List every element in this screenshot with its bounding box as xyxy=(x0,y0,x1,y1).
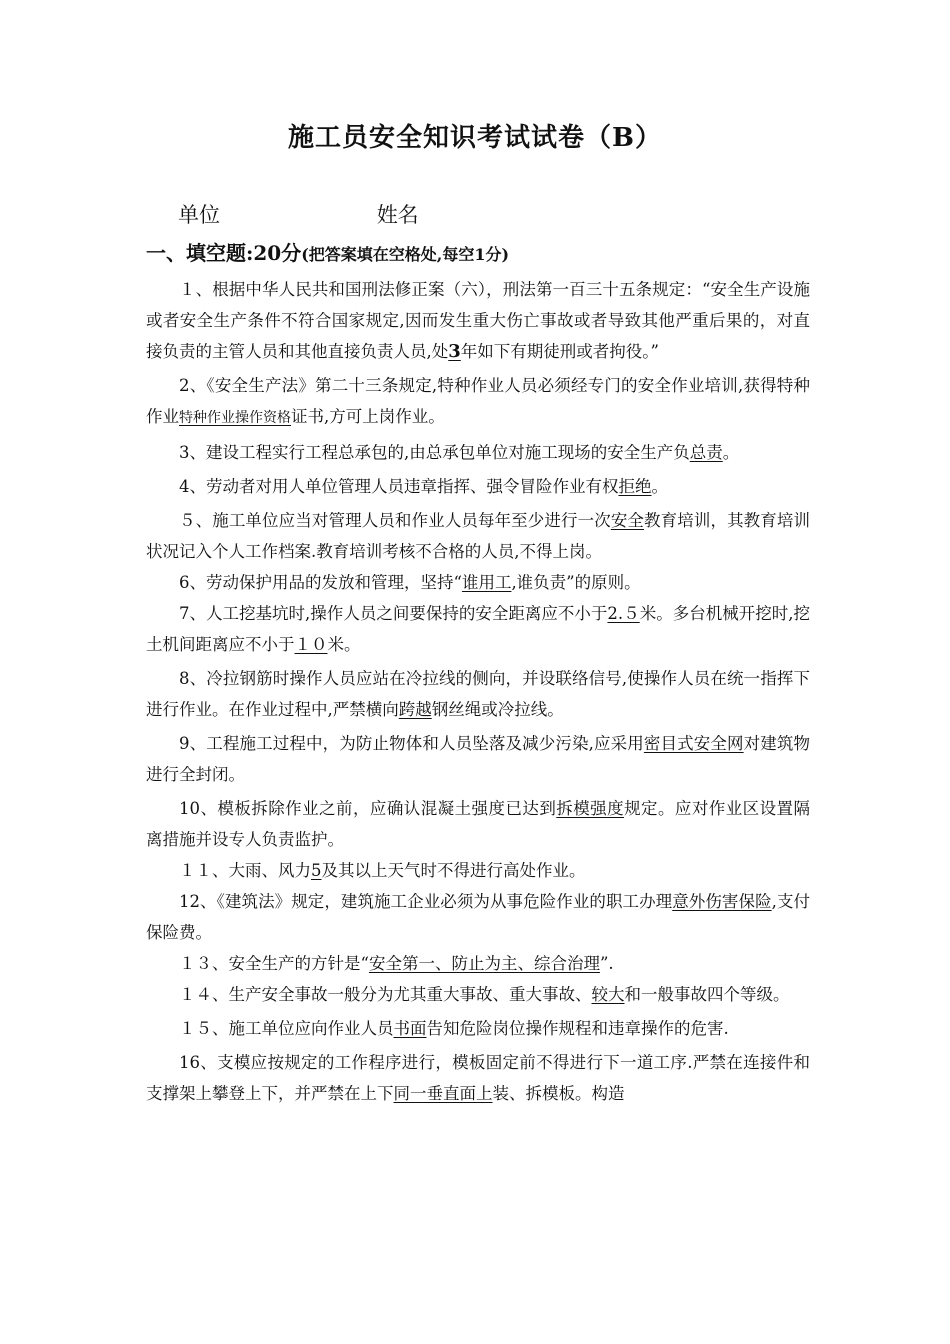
question-6: 6、劳动保护用品的发放和管理，坚持“谁用工,谁负责”的原则。 xyxy=(179,573,641,592)
question-list xyxy=(146,274,810,1109)
question-8: 8、冷拉钢筋时操作人员应站在冷拉线的侧向，并设联络信号,使操作人员在统一指挥下进行作业。在作业过程中,严禁横向跨越钢丝绳或冷拉线。 xyxy=(146,669,810,719)
answer-blank: 拒绝 xyxy=(618,477,652,496)
question-3: 3、建设工程实行工程总承包的,由总承包单位对施工现场的安全生产负总责。 xyxy=(179,443,740,462)
answer-blank: 谁用工 xyxy=(461,573,512,592)
answer-blank: 同一垂直面上 xyxy=(393,1084,493,1103)
answer-blank: 特种作业操作资格 xyxy=(179,410,291,426)
name-label: 姓名 xyxy=(376,203,419,227)
question-9: 9、工程施工过程中，为防止物体和人员坠落及减少污染,应采用密目式安全网对建筑物进行全封闭。 xyxy=(146,734,810,784)
answer-blank: 总责 xyxy=(689,443,723,462)
question-2: 2、《安全生产法》第二十三条规定,特种作业人员必须经专门的安全作业培训,获得特种作业特种作业操作资格证书,方可上岗作业。 xyxy=(146,376,810,426)
answer-blank-2: １０ xyxy=(294,635,328,654)
exam-title: 施工员安全知识考试试卷（B） xyxy=(288,123,662,153)
answer-blank: 较大 xyxy=(591,985,625,1004)
answer-blank: 3 xyxy=(448,341,461,362)
answer-blank: 安全 xyxy=(610,511,645,530)
question-5: ５、施工单位应当对管理人员和作业人员每年至少进行一次安全教育培训，其教育培训状况记入个人工作档案.教育培训考核不合格的人员,不得上岗。 xyxy=(146,511,811,561)
question-12: 12、《建筑法》规定，建筑施工企业必须为从事危险作业的职工办理意外伤害保险,支付保险费。 xyxy=(146,892,811,942)
answer-blank: 书面 xyxy=(393,1019,427,1038)
section-instructions: (把答案填在空格处,每空1分) xyxy=(301,245,510,264)
answer-blank: 密目式安全网 xyxy=(643,734,744,753)
question-15: １５、施工单位应向作业人员书面告知危险岗位操作规程和违章操作的危害. xyxy=(179,1019,729,1038)
question-4: 4、劳动者对用人单位管理人员违章指挥、强令冒险作业有权拒绝。 xyxy=(179,477,668,496)
question-10: 10、模板拆除作业之前，应确认混凝土强度已达到拆模强度规定。应对作业区设置隔离措施并设专人负责监护。 xyxy=(146,799,811,849)
answer-blank: 拆模强度 xyxy=(556,799,625,818)
answer-blank: 2.５ xyxy=(607,604,640,623)
question-7: 7、人工挖基坑时,操作人员之间要保持的安全距离应不小于2.５米。多台机械开挖时,挖土机间距离应不小于１０米。 xyxy=(146,604,810,654)
answer-blank: 跨越 xyxy=(398,700,432,719)
question-11: １１、大雨、风力5及其以上天气时不得进行高处作业。 xyxy=(179,861,586,880)
question-1: １、根据中华人民共和国刑法修正案（六），刑法第一百三十五条规定：“安全生产设施或者安全生产条件不符合国家规定,因而发生重大伤亡事故或者导致其他严重后果的，对直接负责的主管人员和其他直接负责人员,处3年如下有期徒刑或者拘役。” xyxy=(146,280,810,362)
section-heading-fill-in xyxy=(146,236,509,272)
question-16: 16、支模应按规定的工作程序进行，模板固定前不得进行下一道工序.严禁在连接件和支撑架上攀登上下，并严禁在上下同一垂直面上装、拆模板。构造 xyxy=(146,1053,810,1103)
candidate-info-row xyxy=(178,198,419,232)
answer-blank: 意外伤害保险 xyxy=(672,892,772,911)
unit-label: 单位 xyxy=(178,203,220,227)
question-14: １４、生产安全事故一般分为尤其重大事故、重大事故、较大和一般事故四个等级。 xyxy=(179,985,790,1004)
question-13: １３、安全生产的方针是“安全第一、防止为主、综合治理”. xyxy=(179,954,614,973)
answer-blank: 5 xyxy=(311,861,322,880)
answer-blank: 安全第一、防止为主、综合治理 xyxy=(368,954,600,973)
section-title: 一、填空题:20分 xyxy=(146,241,302,265)
